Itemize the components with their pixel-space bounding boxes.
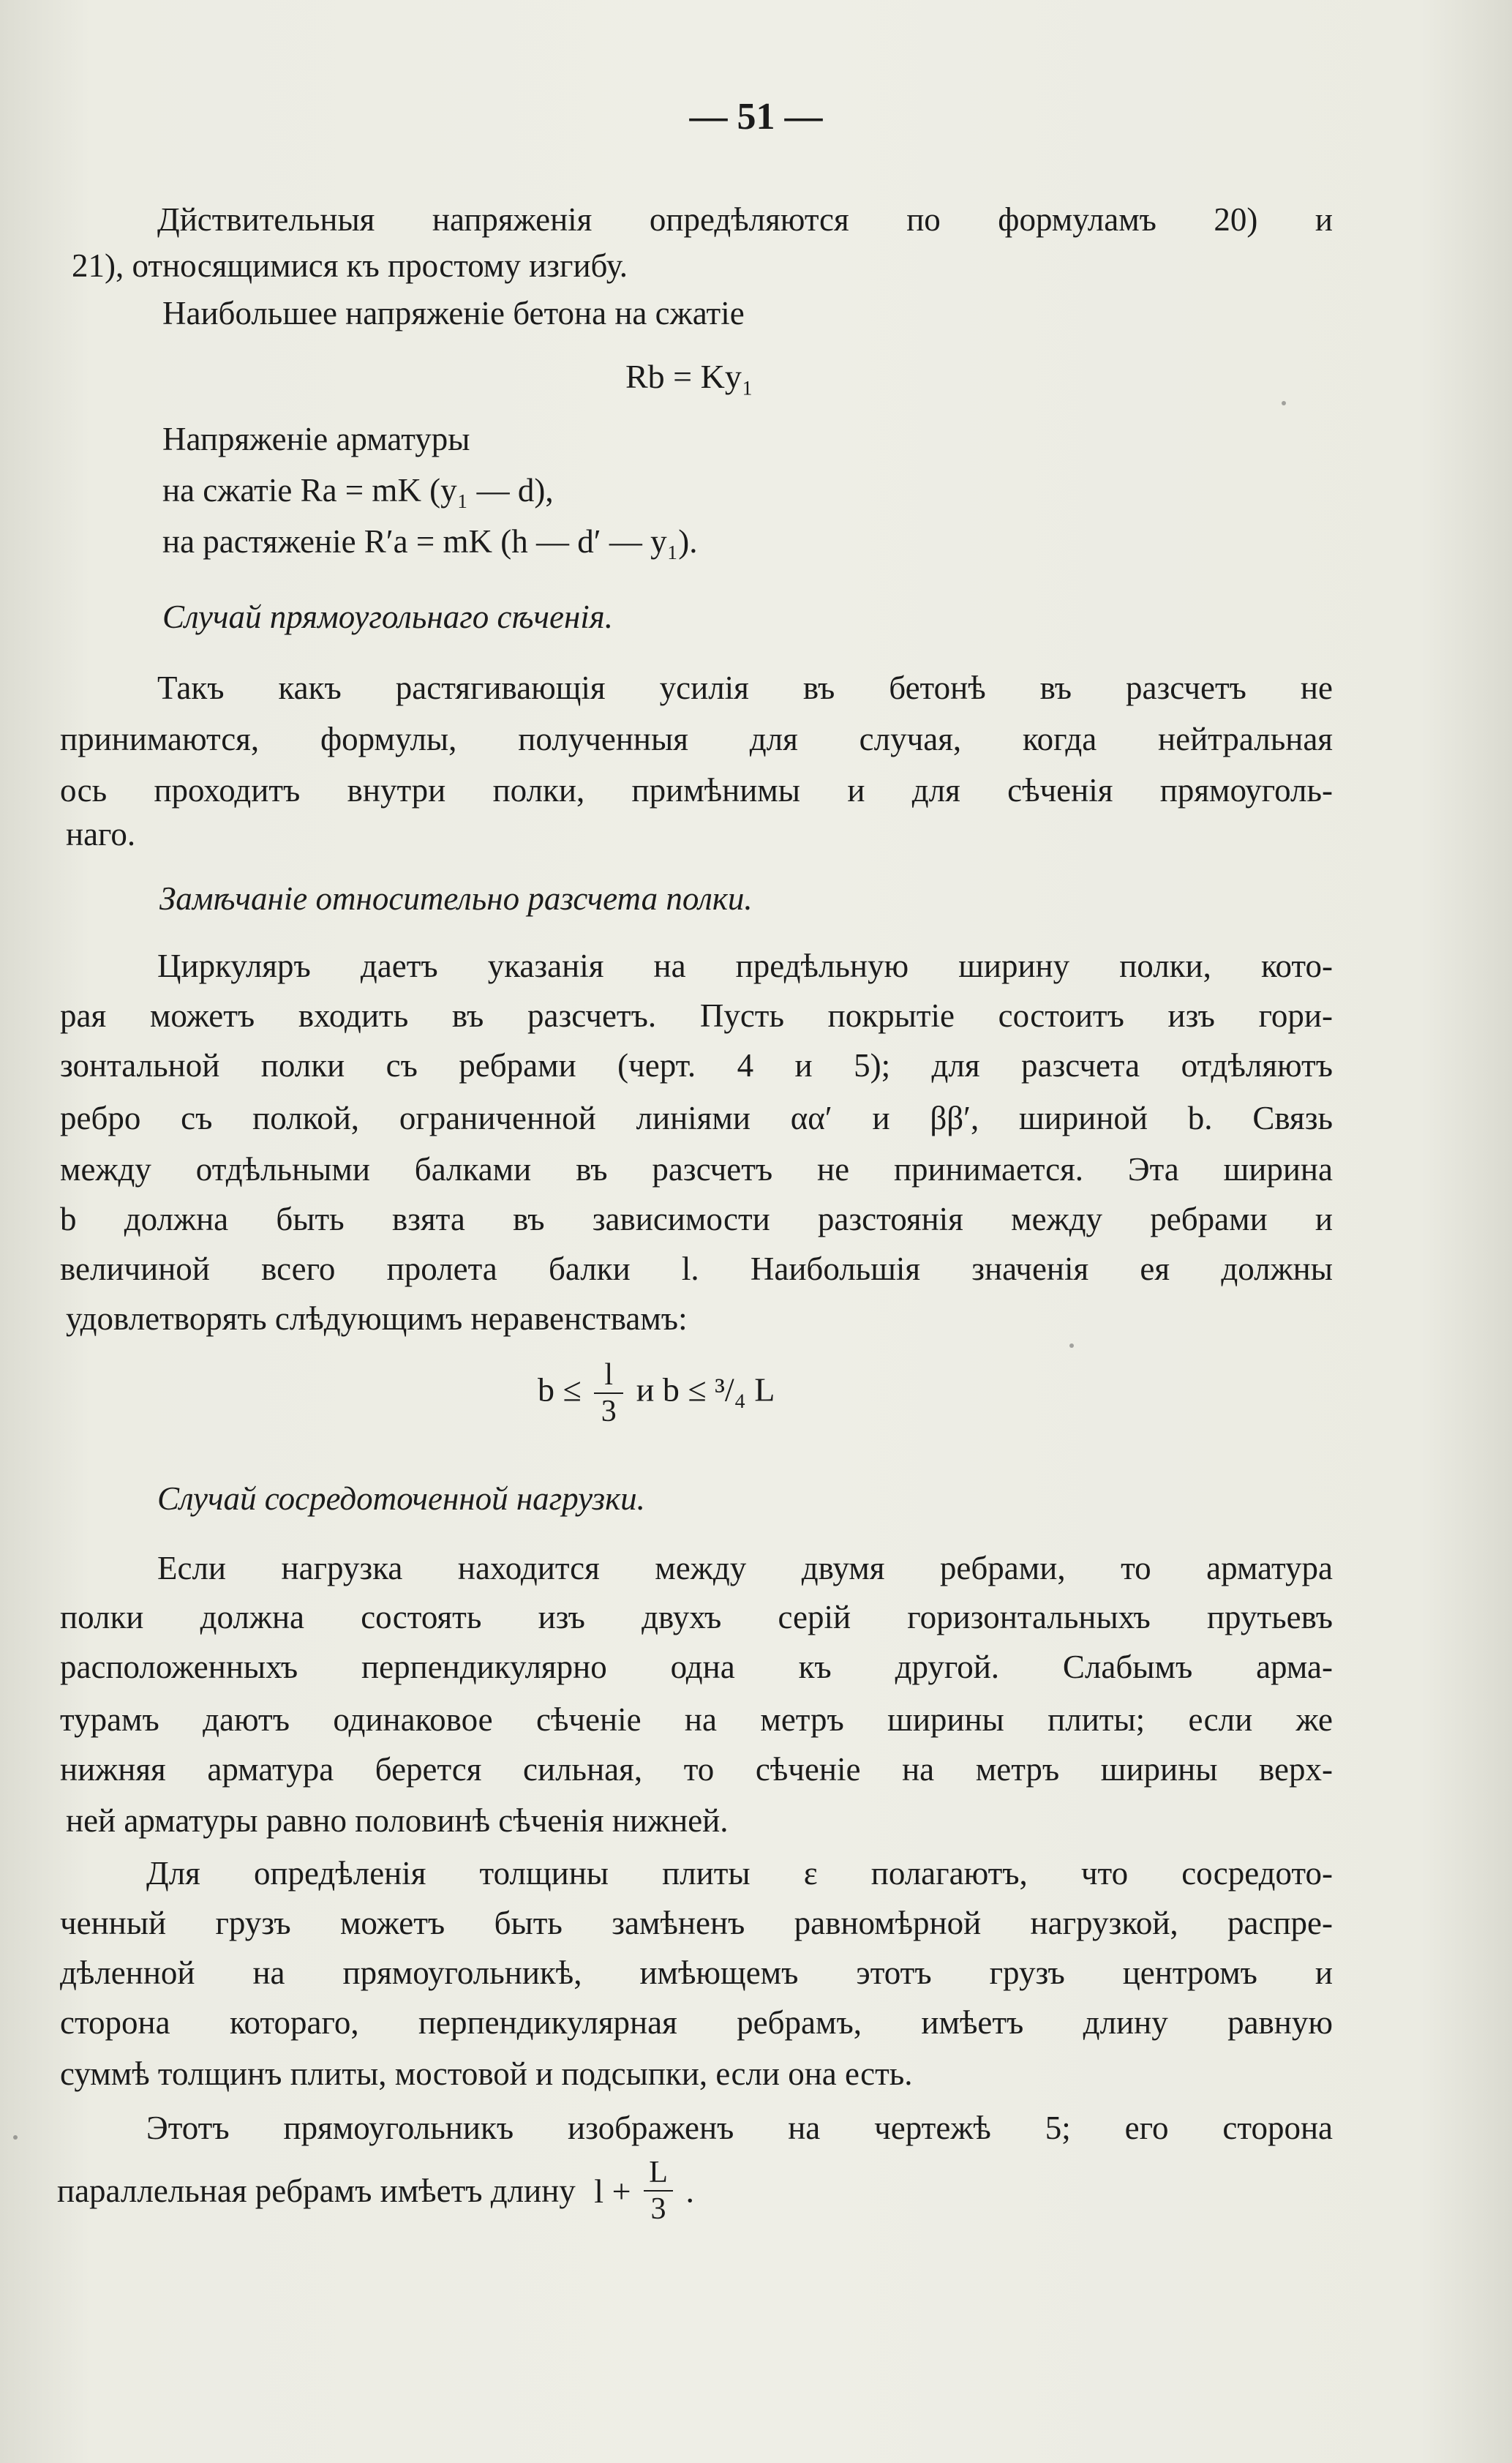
paper-speck: [1069, 1343, 1074, 1348]
text-line: Для опредѣленія толщины плиты ε полагаютъ, что сосредото-: [146, 1855, 1333, 1892]
text-line-with-formula: параллельная ребрамъ имѣетъ длину l + $\frac{L}{3}$ .: [57, 2156, 695, 2226]
page-number: — 51 —: [689, 96, 823, 138]
text-line: величиной всего пролета балки l. Наибольшія значенія ея должны: [60, 1251, 1333, 1287]
fraction: [594, 1357, 623, 1429]
fraction: [644, 2155, 673, 2227]
text-line: Такъ какъ растягивающія усилія въ бетонѣ въ разсчетъ не: [157, 670, 1333, 706]
formula-part: l +: [594, 2172, 631, 2210]
text-line: зонтальной полки съ ребрами (черт. 4 и 5); для разсчета отдѣляютъ: [60, 1047, 1333, 1084]
inequality-formula: [538, 1357, 775, 1429]
text-line: дѣленной на прямоугольникѣ, имѣющемъ этотъ грузъ центромъ и: [60, 1954, 1333, 1991]
text-line: турамъ даютъ одинаковое сѣченіе на метръ ширины плиты; если же: [60, 1701, 1333, 1738]
fraction-numerator: l: [604, 1358, 614, 1392]
text-line: сторона котораго, перпендикулярная ребрамъ, имѣетъ длину равную: [60, 2004, 1333, 2041]
text-line: Наибольшее напряженіе бетона на сжатіе: [162, 295, 745, 331]
text-line: суммѣ толщинъ плиты, мостовой и подсыпки, если она есть.: [60, 2055, 913, 2092]
text-line: Напряженіе арматуры: [162, 421, 470, 457]
formula-part: b ≤: [538, 1371, 582, 1409]
text-line: 21), относящимися къ простому изгибу.: [72, 247, 628, 284]
text-line: Этотъ прямоугольникъ изображенъ на чертежѣ 5; его сторона: [146, 2110, 1333, 2146]
text-line: рая можетъ входить въ разсчетъ. Пусть покрытіе состоитъ изъ гори-: [60, 997, 1333, 1034]
text-line: b должна быть взята въ зависимости разстоянія между ребрами и: [60, 1201, 1333, 1237]
text-line: полки должна состоять изъ двухъ серій горизонтальныхъ прутьевъ: [60, 1599, 1333, 1635]
text-line: ось проходитъ внутри полки, примѣнимы и для сѣченія прямоуголь-: [60, 772, 1333, 809]
text-line: принимаются, формулы, полученныя для случая, когда нейтральная: [60, 721, 1333, 757]
section-heading: Случай прямоугольнаго сѣченія.: [162, 599, 613, 635]
text-line: ней арматуры равно половинѣ сѣченія нижней.: [66, 1802, 729, 1839]
fraction-numerator: L: [649, 2156, 668, 2189]
text-line: на растяженіе R′a = mK (h — d′ — y₁).: [162, 523, 698, 560]
text-line: между отдѣльными балками въ разсчетъ не принимается. Эта ширина: [60, 1151, 1333, 1188]
formula-part: и b ≤ ³/₄ L: [636, 1371, 775, 1409]
text-line: удовлетворять слѣдующимъ неравенствамъ:: [66, 1300, 688, 1337]
text-line: нижняя арматура берется сильная, то сѣченіе на метръ ширины верх-: [60, 1751, 1333, 1788]
text-line: расположенныхъ перпендикулярно одна къ другой. Слабымъ арма-: [60, 1649, 1333, 1685]
paper-speck: [13, 2135, 18, 2140]
text-line: Дйствительныя напряженія опредѣляются по формуламъ 20) и: [157, 201, 1333, 238]
section-heading: Замѣчаніе относительно разсчета полки.: [159, 880, 753, 917]
formula: Rb = Ky₁: [625, 358, 753, 395]
text-line: наго.: [66, 816, 136, 852]
paper-speck: [1282, 401, 1286, 405]
fraction-denominator: 3: [601, 1395, 617, 1428]
text-fragment: параллельная ребрамъ имѣетъ длину: [57, 2173, 576, 2209]
text-line: ребро съ полкой, ограниченной линіями αα′ и ββ′, шириной b. Связь: [60, 1100, 1333, 1136]
text-line: на сжатіе Ra = mK (y₁ — d),: [162, 472, 554, 509]
fraction-denominator: 3: [650, 2192, 666, 2226]
text-line: Если нагрузка находится между двумя ребрами, то арматура: [157, 1550, 1333, 1586]
text-line: ченный грузъ можетъ быть замѣненъ равномѣрной нагрузкой, распре-: [60, 1905, 1333, 1941]
section-heading: Случай сосредоточенной нагрузки.: [157, 1480, 645, 1517]
text-line: Циркуляръ даетъ указанія на предѣльную ширину полки, кото-: [157, 948, 1333, 984]
